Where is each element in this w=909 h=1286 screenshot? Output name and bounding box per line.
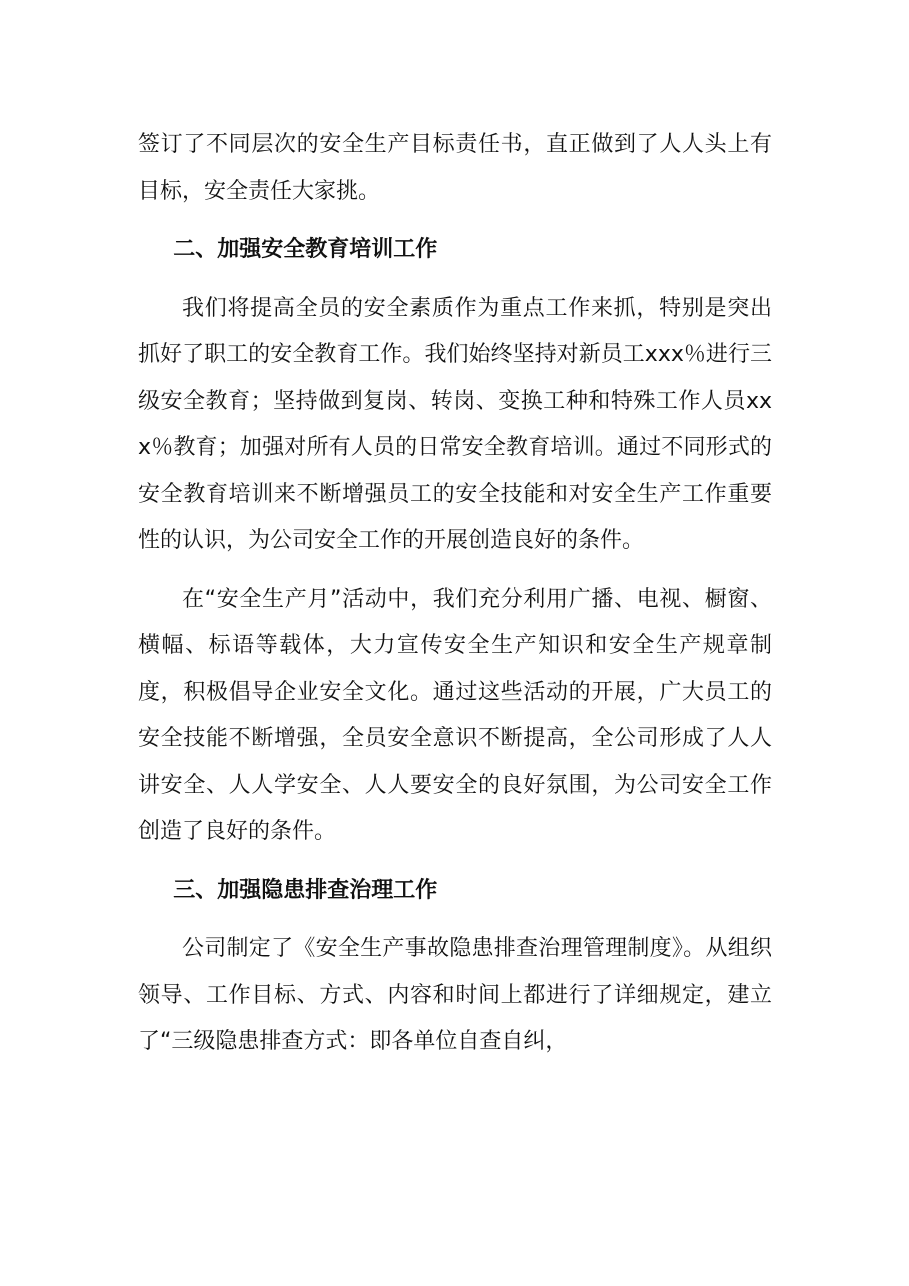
- paragraph-safety-month: 在“安全生产月”活动中，我们充分利用广播、电视、橱窗、横幅、标语等载体，大力宣传安全生产知识和安全生产规章制度，积极倡导企业安全文化。通过这些活动的开展，广大员工的安全技能不断增强，全员安全意识不断提高，全公司形成了人人讲安全、人人学安全、人人要安全的良好氛围，为公司安全工作创造了良好的条件。: [138, 586, 772, 844]
- section-heading-3: 三、加强隐患排查治理工作: [173, 877, 438, 903]
- paragraph-hazard-inspection: 公司制定了《安全生产事故隐患排查治理管理制度》。从组织领导、工作目标、方式、内容和时间上都进行了详细规定，建立了“三级隐患排查方式：即各单位自查自纠，: [138, 936, 772, 1054]
- paragraph-safety-education: 我们将提高全员的安全素质作为重点工作来抓，特别是突出抓好了职工的安全教育工作。我们始终坚持对新员工xxx％进行三级安全教育；坚持做到复岗、转岗、变换工种和特殊工作人员xxx％教育；加强对所有人员的日常安全教育培训。通过不同形式的安全教育培训来不断增强员工的安全技能和对安全生产工作重要性的认识，为公司安全工作的开展创造良好的条件。: [138, 295, 772, 553]
- paragraph-continuation: 签订了不同层次的安全生产目标责任书，直正做到了人人头上有目标，安全责任大家挑。: [138, 132, 772, 204]
- paragraph-gap: [138, 565, 772, 577]
- section-heading-2: 二、加强安全教育培训工作: [173, 237, 438, 262]
- document-body: [138, 122, 772, 1066]
